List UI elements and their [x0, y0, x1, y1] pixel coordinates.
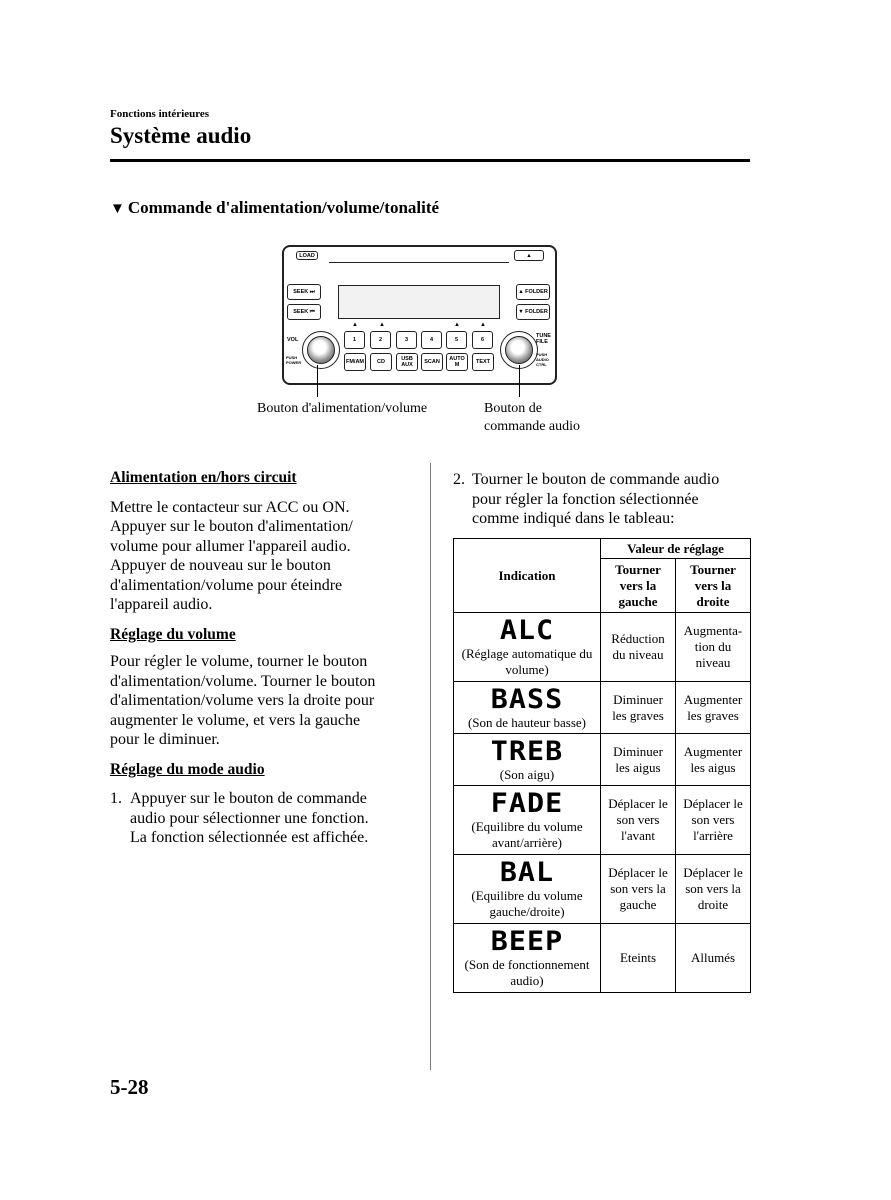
cell-line: Diminuer [613, 743, 663, 759]
preset-marker-icon: ▲ [454, 322, 460, 328]
header-line: vers la [694, 577, 732, 593]
folder-down-button: ▼ FOLDER [516, 304, 550, 320]
step-number: 2. [453, 471, 465, 488]
body-line: augmenter le volume, et vers la gauche [110, 711, 361, 729]
preset-button: 5 [446, 331, 467, 349]
header-turn-right [676, 559, 751, 613]
indication-desc: volume) [505, 662, 549, 677]
turn-left-cell [601, 734, 676, 786]
push-power-label: PUSH POWER [286, 355, 302, 365]
cell-line: les aigus [690, 759, 736, 775]
cd-slot [329, 262, 509, 263]
folder-up-button: ▲ FOLDER [516, 284, 550, 300]
display-text-fade: FADE [490, 788, 564, 819]
cell-line: Augmenter [683, 691, 743, 707]
left-column [110, 468, 400, 849]
preset-button: 4 [421, 331, 442, 349]
callout-power-volume: Bouton d'alimentation/volume [257, 401, 428, 416]
cell-line: tion du [694, 639, 732, 654]
eject-button: ▲ [514, 250, 544, 261]
table-row [454, 924, 751, 993]
fm-am-button: FM/AM [344, 353, 366, 371]
cell-line: son vers [691, 812, 735, 827]
table-row [454, 682, 751, 734]
turn-right-cell [676, 924, 751, 993]
body-line: Tourner le bouton de commande audio [472, 471, 720, 488]
header-line: Tourner [690, 561, 736, 577]
cell-line: l'avant [620, 828, 656, 843]
turn-left-cell [601, 613, 676, 682]
heading-audio-mode: Réglage du mode audio [110, 760, 265, 778]
cell-line: droite [697, 897, 729, 912]
volume-knob-icon [307, 336, 335, 364]
callout-audio-control-line: Bouton de [484, 401, 542, 416]
turn-right-cell [676, 734, 751, 786]
indication-cell [454, 613, 601, 682]
body-line: d'alimentation/volume pour éteindre [110, 576, 343, 594]
audio-control-knob-icon [505, 336, 533, 364]
heading-power: Alimentation en/hors circuit [110, 469, 297, 486]
header-line: Tourner [615, 561, 661, 577]
triangle-marker-icon: ▼ [110, 201, 125, 217]
preset-marker-icon: ▲ [379, 322, 385, 328]
body-line: volume pour allumer l'appareil audio. [110, 537, 351, 555]
page-title: Système audio [110, 123, 252, 148]
cell-line: Diminuer [613, 691, 663, 707]
body-line: Appuyer de nouveau sur le bouton [110, 557, 331, 574]
cell-line: son vers [616, 812, 660, 827]
turn-right-cell [676, 786, 751, 855]
seek-up-button: SEEK ⏭ [287, 284, 321, 300]
body-line: Appuyer sur le bouton de commande [130, 790, 367, 807]
cell-line: Eteints [619, 950, 657, 965]
table-row [454, 855, 751, 924]
cell-line: Déplacer le [683, 865, 743, 880]
breadcrumb: Fonctions intérieures [110, 108, 210, 120]
preset-button: 1 [344, 331, 365, 349]
cell-line: gauche [619, 897, 657, 912]
indication-cell [454, 924, 601, 993]
header-line: droite [696, 593, 730, 609]
radio-unit-illustration [282, 245, 557, 385]
cd-button: CD [370, 353, 392, 371]
turn-left-cell [601, 786, 676, 855]
header-turn-left [601, 559, 676, 613]
cell-line: son vers la [610, 881, 666, 896]
body-line: Pour régler le volume, tourner le bouton [110, 653, 368, 670]
cell-line: Augmenta- [683, 623, 743, 638]
body-line: audio pour sélectionner une fonction. [130, 809, 369, 827]
table-row [454, 613, 751, 682]
cell-line: niveau [695, 655, 731, 670]
step-1 [110, 789, 400, 849]
indication-desc: avant/arrière) [491, 835, 562, 850]
step-number: 1. [110, 790, 122, 807]
cell-line: les graves [687, 707, 739, 723]
text-button: TEXT [472, 353, 494, 371]
vol-label: VOL [287, 337, 299, 343]
tune-file-label: TUNE FILE [536, 333, 551, 345]
indication-desc: (Réglage automatique du [461, 646, 593, 661]
turn-left-cell [601, 682, 676, 734]
turn-left-cell [601, 924, 676, 993]
title-rule [110, 159, 750, 162]
header-line: vers la [619, 577, 657, 593]
preset-marker-icon: ▲ [480, 322, 486, 328]
load-button: LOAD [296, 251, 318, 260]
cell-line: Allumés [690, 950, 736, 965]
display-text-beep: BEEP [490, 926, 564, 957]
section-heading [110, 198, 439, 218]
audio-settings-table [453, 538, 751, 993]
indication-cell [454, 734, 601, 786]
preset-button: 6 [472, 331, 493, 349]
cell-line: l'arrière [693, 828, 733, 843]
indication-desc: (Son de fonctionnement [464, 957, 590, 972]
cell-line: du niveau [612, 647, 664, 662]
header-value: Valeur de réglage [601, 539, 751, 559]
display-text-bass: BASS [490, 683, 564, 715]
body-line: pour régler la fonction sélectionnée [472, 490, 699, 508]
body-line: Mettre le contacteur sur ACC ou ON. [110, 498, 350, 516]
body-line: Appuyer sur le bouton d'alimentation/ [110, 518, 353, 535]
indication-cell [454, 855, 601, 924]
turn-right-cell [676, 855, 751, 924]
body-line: La fonction sélectionnée est affichée. [130, 829, 369, 846]
body-line: d'alimentation/volume vers la droite pour [110, 692, 375, 709]
table-row [454, 734, 751, 786]
preset-marker-icon: ▲ [352, 322, 358, 328]
body-line: d'alimentation/volume. Tourner le bouton [110, 672, 376, 690]
turn-right-cell [676, 613, 751, 682]
cell-line: les aigus [615, 759, 661, 775]
push-audio-ctrl-label: PUSH AUDIO CTRL [536, 352, 549, 367]
indication-desc: (Son de hauteur basse) [467, 714, 587, 730]
indication-desc: gauche/droite) [489, 904, 565, 919]
page-number: 5-28 [110, 1075, 149, 1099]
cell-line: Déplacer le [608, 865, 668, 880]
column-divider [430, 463, 431, 1070]
body-line: pour le diminuer. [110, 731, 220, 748]
preset-button: 3 [396, 331, 417, 349]
display-text-alc: ALC [499, 615, 555, 646]
body-line: l'appareil audio. [110, 596, 213, 613]
turn-left-cell [601, 855, 676, 924]
indication-cell [454, 682, 601, 734]
indication-desc: (Son aigu) [499, 766, 555, 782]
turn-right-cell [676, 682, 751, 734]
cell-line: Déplacer le [608, 796, 668, 811]
cell-line: Déplacer le [683, 796, 743, 811]
usb-aux-button: USB AUX [396, 353, 418, 371]
indication-desc: audio) [510, 973, 544, 988]
indication-desc: (Equilibre du volume [471, 888, 583, 903]
callout-leader-left [317, 365, 318, 397]
callout-leader-right [519, 365, 520, 397]
preset-button: 2 [370, 331, 391, 349]
indication-cell [454, 786, 601, 855]
display-text-treb: TREB [490, 735, 564, 767]
seek-down-button: SEEK ⏮ [287, 304, 321, 320]
cell-line: Augmenter [683, 743, 743, 759]
cell-line: son vers la [685, 881, 741, 896]
indication-desc: (Equilibre du volume [471, 819, 583, 834]
table-row [454, 786, 751, 855]
body-line: comme indiqué dans le tableau: [472, 510, 675, 527]
display-text-bal: BAL [499, 857, 555, 888]
header-line: gauche [618, 593, 658, 609]
section-title: Commande d'alimentation/volume/tonalité [127, 198, 440, 217]
cell-line: Réduction [611, 631, 665, 646]
cell-line: les graves [612, 707, 664, 723]
callout-audio-control [484, 400, 580, 436]
radio-display [338, 285, 500, 319]
heading-volume: Réglage du volume [110, 625, 236, 643]
scan-button: SCAN [421, 353, 443, 371]
auto-m-button: AUTO M [446, 353, 468, 371]
header-indication: Indication [454, 539, 601, 613]
callout-audio-control-line: commande audio [484, 419, 581, 434]
